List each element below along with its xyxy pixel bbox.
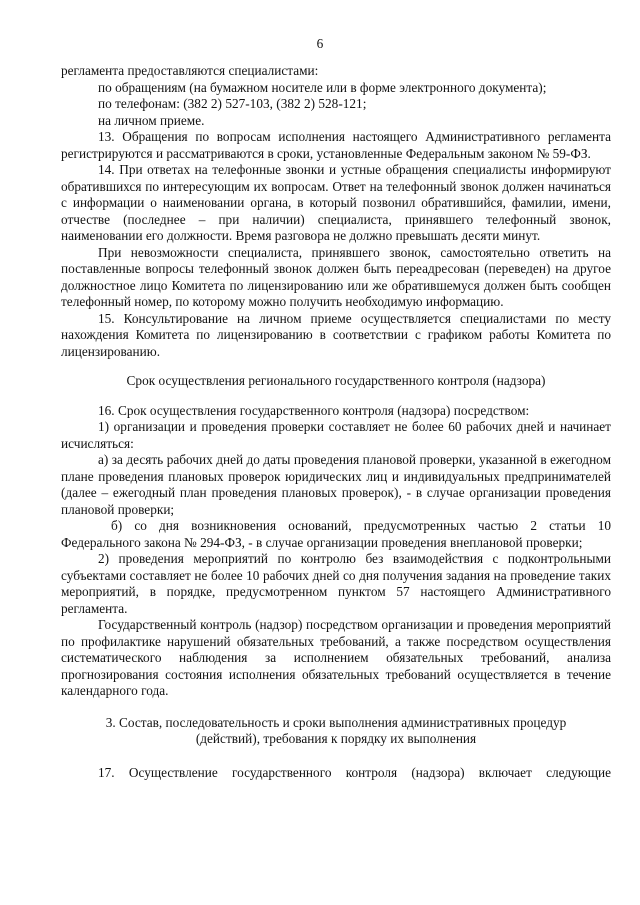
- paragraph: б) со дня возникновения оснований, предусмотренных частью 2 статьи 10 Федерального закона № 294-ФЗ, - в случае организации проведения внеплановой проверки;: [61, 518, 611, 550]
- paragraph: а) за десять рабочих дней до даты проведения плановой проверки, указанной в ежегодном плане проведения плановых проверок юридических лиц и индивидуальных предпринимателей (далее – ежегодный план проведения плановых проверок), - в случае организации проведения плановой проверки;: [61, 452, 611, 517]
- paragraph: 1) организации и проведения проверки составляет не более 60 рабочих дней и начинает исчисляться:: [61, 419, 611, 451]
- document-body: [61, 63, 611, 781]
- paragraph: 16. Срок осуществления государственного контроля (надзора) посредством:: [98, 402, 530, 418]
- section-heading: Срок осуществления регионального государственного контроля (надзора): [126, 373, 546, 388]
- paragraph: 13. Обращения по вопросам исполнения настоящего Административного регламента регистрируются и рассматриваются в сроки, установленные Федеральным законом № 59-ФЗ.: [61, 129, 611, 161]
- paragraph: Государственный контроль (надзор) посредством организации и проведения мероприятий по профилактике нарушений обязательных требований, а также посредством осуществления систематического наблюдения за исполнением обязательных требований, анализа прогнозирования состояния исполнения обязательных требований осуществляется в течение календарного года.: [61, 617, 611, 698]
- chapter-heading: [61, 715, 611, 748]
- paragraph: 15. Консультирование на личном приеме осуществляется специалистами по месту нахождения Комитета по лицензированию в соответствии с графиком работы Комитета по лицензированию.: [61, 310, 611, 359]
- paragraph: по телефонам: (382 2) 527-103, (382 2) 528-121;: [98, 96, 367, 111]
- paragraph: 17. Осуществление государственного контроля (надзора) включает следующие: [98, 764, 611, 780]
- paragraph: регламента предоставляются специалистами:: [61, 63, 319, 78]
- paragraph: При невозможности специалиста, принявшего звонок, самостоятельно ответить на поставленные вопросы телефонный звонок должен быть переадресован (переведен) на другое должностное лицо Комитета по лицензированию или же обратившемуся должен быть сообщен телефонный номер, по которому можно получить необходимую информацию.: [61, 244, 611, 309]
- paragraph: 14. При ответах на телефонные звонки и устные обращения специалисты информируют обратившихся по интересующим их вопросам. Ответ на телефонный звонок должен начинаться с информации о наименовании органа, в который позвонил обратившийся, фамилии, имени, отчестве (последнее – при наличии) специалиста, принявшего телефонный звонок, наименовании его должности. Время разговора не должно превышать десяти минут.: [61, 162, 611, 243]
- chapter-heading-line: 3. Состав, последовательность и сроки выполнения административных процедур: [105, 714, 567, 730]
- paragraph: на личном приеме.: [98, 112, 205, 128]
- paragraph: 2) проведения мероприятий по контролю без взаимодействия с подконтрольными субъектами составляет не более 10 рабочих дней со дня получения задания на проведение таких мероприятий, в порядке, предусмотренном пунктом 57 настоящего Административного регламента.: [61, 551, 611, 616]
- chapter-heading-line: (действий), требования к порядку их выполнения: [195, 731, 477, 746]
- paragraph: по обращениям (на бумажном носителе или в форме электронного документа);: [98, 79, 547, 95]
- page-number: 6: [316, 36, 324, 51]
